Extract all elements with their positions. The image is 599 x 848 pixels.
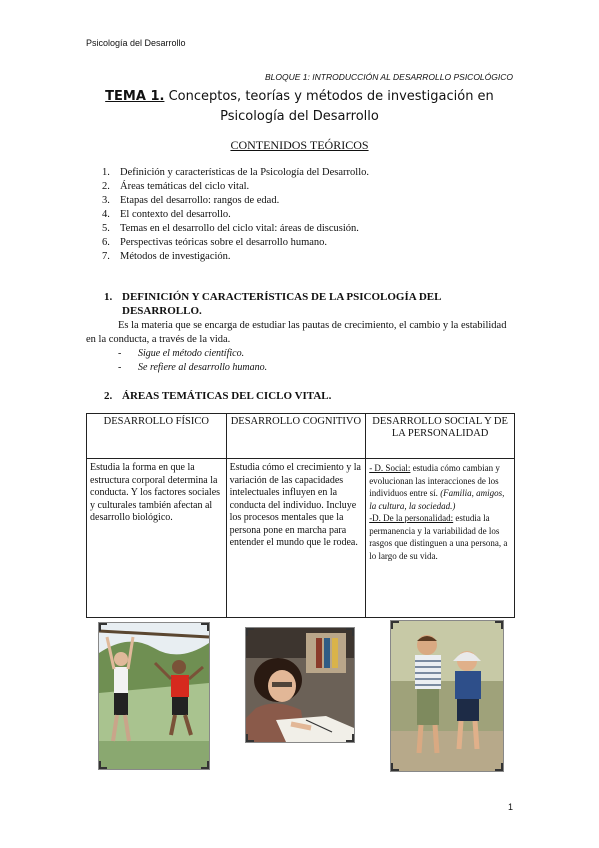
tema-title-line2: Psicología del Desarrollo xyxy=(220,109,379,124)
tema-title-text: Conceptos, teorías y métodos de investigación en xyxy=(164,89,494,104)
cell-fisico: Estudia la forma en que la estructura corporal determina la conducta. Y los factores sociales y culturales también afectan al desarrollo biológico. xyxy=(87,459,227,618)
table-row xyxy=(87,459,515,618)
running-header: Psicología del Desarrollo xyxy=(86,38,186,48)
list-item: 5. Temas en el desarrollo del ciclo vital: áreas de discusión. xyxy=(102,223,359,234)
header-social: DESARROLLO SOCIAL Y DE LA PERSONALIDAD xyxy=(366,414,515,459)
cell-cognitivo: Estudia cómo el crecimiento y la variación de las capacidades intelectuales influyen en la conducta del individuo. Incluye los procesos mentales que la persona pone en marcha para entender el mundo que le rodea. xyxy=(226,459,366,618)
contenidos-title: CONTENIDOS TEÓRICOS xyxy=(230,138,369,152)
two-boys-photo xyxy=(390,620,504,772)
list-item: 3. Etapas del desarrollo: rangos de edad. xyxy=(102,195,280,206)
contents-list xyxy=(102,166,369,264)
header-cognitivo: DESARROLLO COGNITIVO xyxy=(226,414,366,459)
table-header-row xyxy=(87,414,515,459)
section2-heading: 2. ÁREAS TEMÁTICAS DEL CICLO VITAL. xyxy=(104,390,332,402)
cell-social: - D. Social: estudia cómo cambian y evolucionan las interacciones de los individuos entre sí. (Familia, amigos, la cultura, la sociedad.) -D. De la personalidad: estudia la permanencia y la variabilidad de los rasgos que distinguen a una persona, a lo largo de su vida. xyxy=(366,459,515,618)
areas-table xyxy=(86,413,515,618)
children-climbing-photo xyxy=(98,622,210,770)
list-item: - Sigue el método científico. xyxy=(118,347,267,361)
list-item: 2. Áreas temáticas del ciclo vital. xyxy=(102,181,250,192)
header-fisico: DESARROLLO FÍSICO xyxy=(87,414,227,459)
list-item: 1. Definición y características de la Psicología del Desarrollo. xyxy=(102,167,369,178)
social-label: - D. Social: xyxy=(369,463,411,473)
tema-label: TEMA 1. xyxy=(105,89,165,104)
page-number: 1 xyxy=(507,802,513,812)
bloque-label: BLOQUE 1: INTRODUCCIÓN AL DESARROLLO PSICOLÓGICO xyxy=(265,72,513,82)
list-item: - Se refiere al desarrollo humano. xyxy=(118,361,267,375)
tema-title-line1 xyxy=(0,86,599,107)
girl-studying-photo xyxy=(245,627,355,743)
list-item: 6. Perspectivas teóricas sobre el desarrollo humano. xyxy=(102,237,328,248)
section1-heading: 1. DEFINICIÓN Y CARACTERÍSTICAS DE LA PSICOLOGÍA DEL DESARROLLO. xyxy=(104,291,441,317)
personalidad-label: -D. De la personalidad: xyxy=(369,513,454,523)
list-item: 4. El contexto del desarrollo. xyxy=(102,209,231,220)
social-examples: (Familia, amigos, la cultura, la sociedad.) xyxy=(369,488,505,511)
section1-paragraph: Es la materia que se encarga de estudiar las pautas de crecimiento, el cambio y la estabilidad en la conducta, a través de la vida. xyxy=(86,320,507,345)
list-item: 7. Métodos de investigación. xyxy=(102,251,231,262)
section1-bullets xyxy=(118,347,267,375)
